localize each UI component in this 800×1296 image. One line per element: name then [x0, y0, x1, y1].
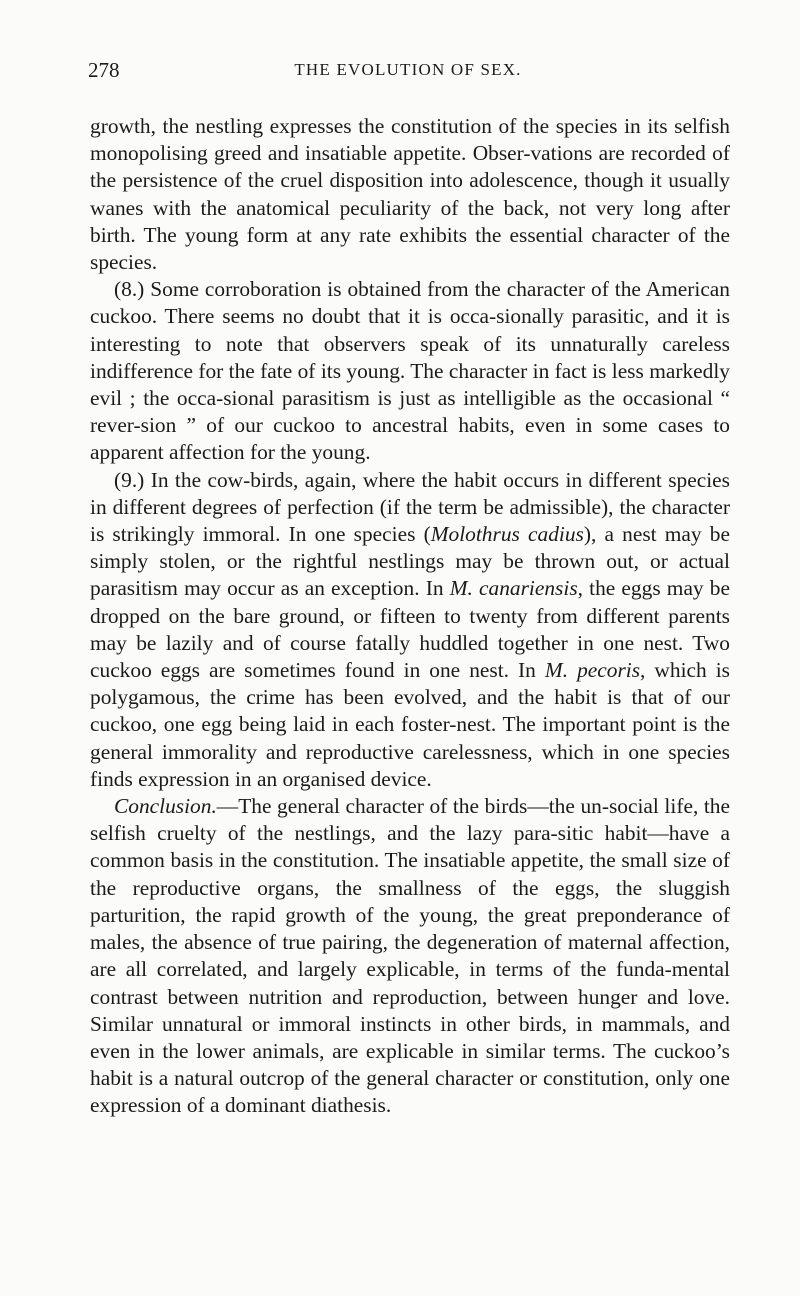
page-header	[88, 58, 728, 88]
paragraph-9	[90, 467, 730, 793]
conclusion-text: —The general character of the birds—the un-social life, the selfish cruelty of the nestlings, and the lazy para-sitic habit—have a common basis in the constitution. The insatiable appetite, the small size of the reproductive organs, the smallness of the eggs, the sluggish parturition, the rapid growth of the young, the great preponderance of males, the absence of true pairing, the degeneration of maternal affection, are all correlated, and largely explicable, in terms of the funda-mental contrast between nutrition and reproduction, between hunger and love. Similar unnatural or immoral instincts in other birds, in mammals, and even in the lower animals, are explicable in similar terms. The cuckoo’s habit is a natural outcrop of the general character or constitution, only one expression of a dominant diathesis.	[90, 794, 730, 1118]
paragraph-9-part-d: , which is polygamous, the crime has been evolved, and the habit is that of our cuckoo, one egg being laid in each foster-nest. The important point is the general immorality and reproductive carelessness, which in one species finds expression in an organised device.	[90, 658, 730, 791]
running-title: THE EVOLUTION OF SEX.	[294, 60, 522, 79]
paragraph-9-part-a: (9.) In the cow-birds, again, where the habit occurs in different species in different degrees of perfection (if the term be admissible), the character is strikingly immoral. In one species (	[90, 467, 730, 547]
body-text	[90, 113, 730, 1120]
paragraph-continuation: growth, the nestling expresses the constitution of the species in its selfish monopolising greed and insatiable appetite. Obser-vations are recorded of the persistence of the cruel disposition into adolescence, though it usually wanes with the anatomical peculiarity of the back, not very long after birth. The young form at any rate exhibits the essential character of the species.	[90, 114, 730, 275]
species-name-canariensis: M. canariensis	[449, 576, 578, 601]
paragraph-8: (8.) Some corroboration is obtained from the character of the American cuckoo. There seems no doubt that it is occa-sionally parasitic, and it is interesting to note that observers speak of its unnaturally careless indifference for the fate of its young. The character in fact is less markedly evil ; the occa-sional parasitism is just as intelligible as the occasional “ rever-sion ” of our cuckoo to ancestral habits, even in some cases to apparent affection for the young.	[90, 277, 730, 465]
page-number: 278	[88, 58, 120, 82]
paragraph-9-part-b: ), a nest may be simply stolen, or the rightful nestlings may be thrown out, or actual parasitism may occur as an exception. In	[90, 522, 730, 601]
species-name-molothrus-cadius: Molothrus cadius	[430, 522, 584, 547]
conclusion-label: Conclusion.	[114, 794, 217, 819]
paragraph-conclusion	[90, 793, 730, 1119]
paragraph-9-part-c: , the eggs may be dropped on the bare ground, or fifteen to twenty from different parents may be lazily and of course fatally huddled together in one nest. Two cuckoo eggs are sometimes found in one nest. In	[90, 576, 730, 683]
species-name-pecoris: M. pecoris	[544, 658, 641, 683]
